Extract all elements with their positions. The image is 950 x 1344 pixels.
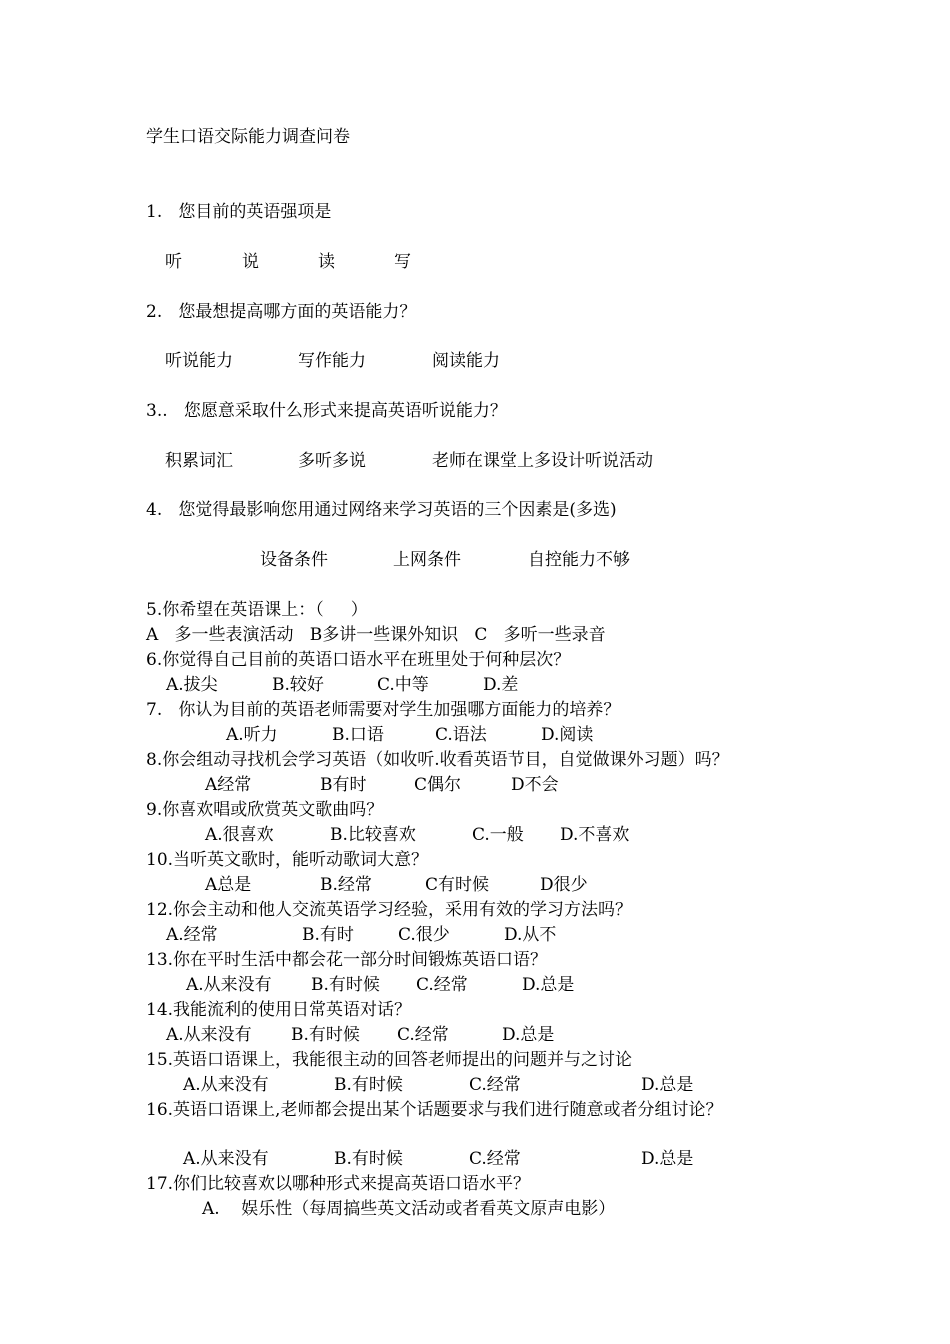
q15-option: D.总是: [641, 1075, 694, 1095]
q6-option: D.差: [483, 675, 519, 695]
q10-option: C有时候: [425, 875, 490, 895]
q10-option: B.经常: [320, 875, 372, 895]
q12-option: C.很少: [398, 925, 450, 945]
q14-option: D.总是: [502, 1025, 555, 1045]
q6-option: A.拔尖: [166, 675, 218, 695]
q7-option: B.口语: [332, 725, 384, 745]
q1-option: 读: [318, 252, 335, 272]
q2-option: 写作能力: [298, 351, 366, 371]
q16-option: C.经常: [469, 1149, 521, 1169]
q14-option: A.从来没有: [166, 1025, 252, 1045]
q16-option: A.从来没有: [183, 1149, 269, 1169]
q1-option: 说: [242, 252, 259, 272]
q1-option: 听: [165, 252, 182, 272]
q8-option: B有时: [320, 775, 367, 795]
question-13: 13.你在平时生活中都会花一部分时间锻炼英语口语？: [146, 950, 548, 970]
q8-option: D不会: [511, 775, 559, 795]
q13-option: A.从来没有: [186, 975, 272, 995]
question-10: 10.当听英文歌时，能听动歌词大意？: [146, 850, 429, 870]
question-6: 6.你觉得自己目前的英语口语水平在班里处于何种层次？: [146, 650, 571, 670]
question-17: 17.你们比较喜欢以哪种形式来提高英语口语水平？: [146, 1174, 531, 1194]
q4-option: 设备条件: [260, 550, 328, 570]
q3-option: 老师在课堂上多设计听说活动: [432, 451, 653, 471]
q5-options: A 多一些表演活动 B多讲一些课外知识 C 多听一些录音: [146, 625, 606, 645]
q16-option: D.总是: [641, 1149, 694, 1169]
q15-option: A.从来没有: [183, 1075, 269, 1095]
question-16: 16.英语口语课上,老师都会提出某个话题要求与我们进行随意或者分组讨论？: [146, 1100, 723, 1120]
question-8: 8.你会组动寻找机会学习英语（如收听.收看英语节目，自觉做课外习题）吗？: [146, 750, 729, 770]
question-15: 15.英语口语课上，我能很主动的回答老师提出的问题并与之讨论: [146, 1050, 633, 1070]
q15-option: B.有时候: [334, 1075, 403, 1095]
q4-option: 自控能力不够: [528, 550, 630, 570]
q8-option: A经常: [205, 775, 252, 795]
q7-option: C.语法: [435, 725, 487, 745]
q9-option: A.很喜欢: [205, 825, 274, 845]
q9-option: C.一般: [472, 825, 524, 845]
q10-option: A总是: [205, 875, 252, 895]
q13-option: C.经常: [416, 975, 468, 995]
q10-option: D很少: [540, 875, 588, 895]
question-1: 1. 您目前的英语强项是: [146, 202, 332, 222]
q7-option: A.听力: [226, 725, 278, 745]
question-2: 2. 您最想提高哪方面的英语能力？: [146, 302, 417, 322]
q7-option: D.阅读: [541, 725, 594, 745]
q9-option: B.比较喜欢: [330, 825, 416, 845]
q6-option: C.中等: [377, 675, 429, 695]
q2-option: 听说能力: [165, 351, 233, 371]
question-4: 4. 您觉得最影响您用通过网络来学习英语的三个因素是(多选): [146, 500, 617, 520]
q6-option: B.较好: [272, 675, 324, 695]
question-7: 7. 你认为目前的英语老师需要对学生加强哪方面能力的培养？: [146, 700, 621, 720]
q16-option: B.有时候: [334, 1149, 403, 1169]
q13-option: D.总是: [522, 975, 575, 995]
q1-option: 写: [394, 252, 411, 272]
q8-option: C偶尔: [414, 775, 462, 795]
q12-option: B.有时: [302, 925, 354, 945]
question-12: 12.你会主动和他人交流英语学习经验，采用有效的学习方法吗？: [146, 900, 633, 920]
q3-option: 多听多说: [298, 451, 366, 471]
q2-option: 阅读能力: [432, 351, 500, 371]
q14-option: B.有时候: [291, 1025, 360, 1045]
q14-option: C.经常: [397, 1025, 449, 1045]
question-14: 14.我能流利的使用日常英语对话？: [146, 1000, 412, 1020]
q13-option: B.有时候: [311, 975, 380, 995]
q17-option: A. 娱乐性（每周搞些英文活动或者看英文原声电影）: [202, 1199, 616, 1219]
q9-option: D.不喜欢: [560, 825, 630, 845]
question-9: 9.你喜欢唱或欣赏英文歌曲吗？: [146, 800, 384, 820]
q12-option: D.从不: [504, 925, 557, 945]
q15-option: C.经常: [469, 1075, 521, 1095]
page-title: 学生口语交际能力调查问卷: [146, 127, 350, 147]
question-5: 5.你希望在英语课上：（ ）: [146, 600, 368, 620]
question-3: 3.. 您愿意采取什么形式来提高英语听说能力？: [146, 401, 507, 421]
q3-option: 积累词汇: [165, 451, 233, 471]
q4-option: 上网条件: [393, 550, 461, 570]
q12-option: A.经常: [166, 925, 218, 945]
